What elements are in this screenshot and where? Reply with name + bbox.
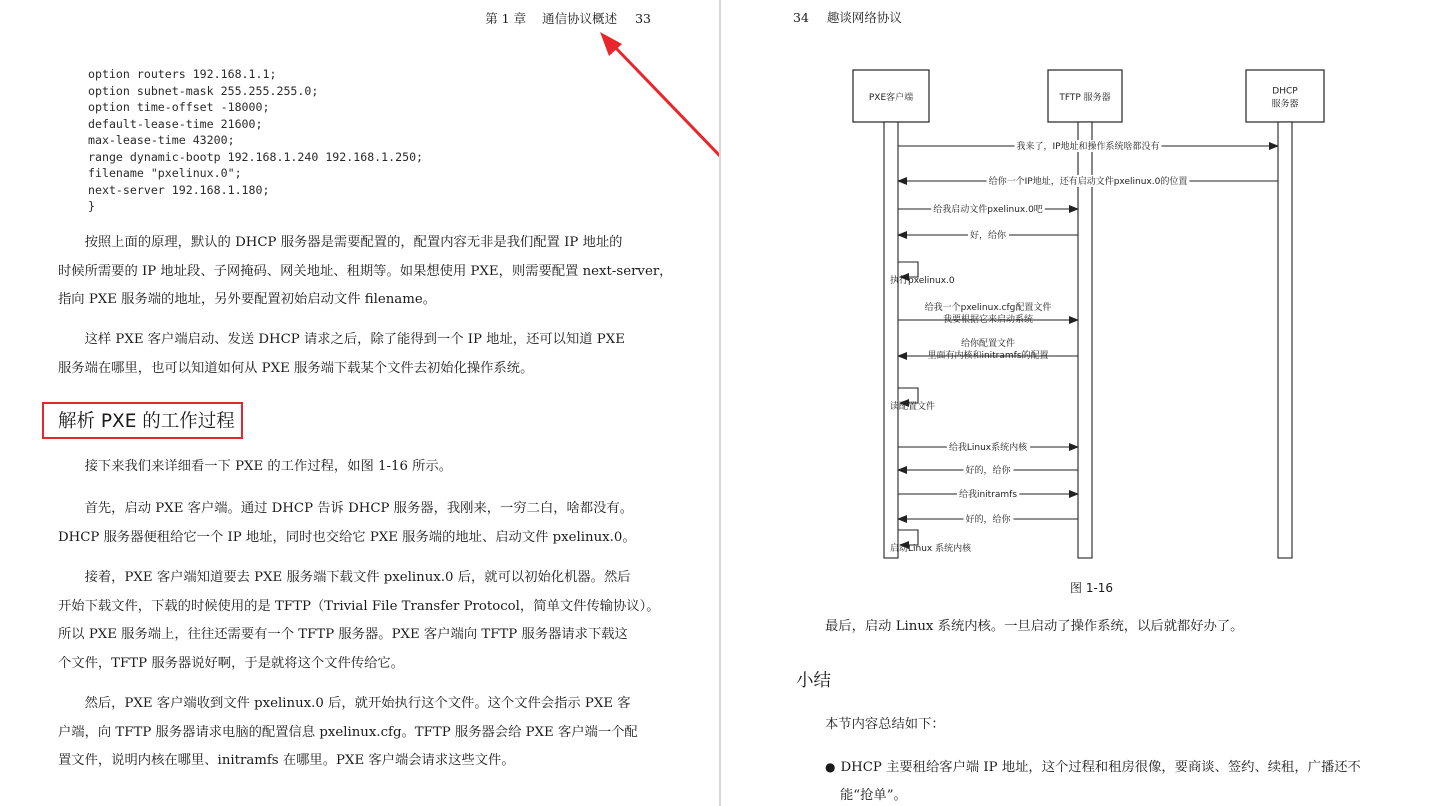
message-label: 执行pxelinux.0 (890, 276, 955, 286)
message-label: 好的，给你 (965, 515, 1011, 525)
section-title: 解析 PXE 的工作过程 (58, 411, 235, 432)
sequence-diagram (721, 0, 1443, 600)
right-page (721, 0, 1443, 806)
message-label: 读配置文件 (890, 402, 936, 412)
bullet-item (825, 753, 1361, 806)
self-message-arrow (898, 530, 918, 545)
lifeline-bar (1278, 122, 1292, 558)
code-line: } (88, 199, 95, 213)
text-line: 能“抢单”。 (840, 788, 907, 803)
code-line: option subnet-mask 255.255.255.0; (88, 83, 319, 98)
text-line: 首先，启动 PXE 客户端。通过 DHCP 告诉 DHCP 服务器，我刚来，一穷二白，啥都没有。 (84, 501, 634, 516)
text-line: 按照上面的原理，默认的 DHCP 服务器是需要配置的，配置内容无非是我们配置 IP 地址的 (84, 235, 623, 250)
book-title: 趣谈网络协议 (826, 10, 902, 25)
text-line: 然后，PXE 客户端收到文件 pxelinux.0 后，就开始执行这个文件。这个文件会指示 PXE 客 (84, 696, 631, 711)
actor-label: PXE客户端 (868, 93, 914, 103)
figure-caption: 图 1-16 (1070, 581, 1114, 595)
message-label: 给我一个pxelinux.cfg配置文件 (924, 303, 1052, 313)
text-line: 所以 PXE 服务端上，往往还需要有一个 TFTP 服务器。PXE 客户端向 TFTP 服务器请求下载这 (58, 627, 628, 642)
self-message-arrow (898, 262, 918, 277)
paragraph: 最后，启动 Linux 系统内核。一旦启动了操作系统，以后就都好办了。 (825, 619, 1244, 634)
actor-label: 服务器 (1271, 99, 1299, 110)
text-line: 个文件，TFTP 服务器说好啊，于是就将这个文件传给它。 (58, 655, 404, 671)
text-line: 开始下载文件，下载的时候使用的是 TFTP（Trivial File Transfer Protocol，简单文件传输协议）。 (58, 598, 660, 614)
code-line: range dynamic-bootp 192.168.1.240 192.168.1.250; (88, 149, 424, 164)
text-line: 指向 PXE 服务端的地址，另外要配置初始启动文件 filename。 (58, 292, 436, 307)
text-line: 接下来我们来详细看一下 PXE 的工作过程，如图 1-16 所示。 (84, 459, 453, 474)
chapter-title: 通信协议概述 (542, 11, 618, 26)
message-label: 里面有内核和initramfs的配置 (927, 351, 1049, 361)
message-label: 给我启动文件pxelinux.0吧 (933, 205, 1043, 215)
message-label: 给你配置文件 (960, 339, 1016, 349)
page-number: 34 (793, 10, 809, 25)
text-line: 接着，PXE 客户端知道要去 PXE 服务端下载文件 pxelinux.0 后，就可以初始化机器。然后 (84, 570, 631, 585)
page-number: 33 (635, 11, 651, 26)
self-message-arrow (898, 388, 918, 403)
message-label: 好的，给你 (965, 466, 1011, 476)
lifeline-bar (1078, 122, 1092, 558)
chapter-number: 第 1 章 (485, 11, 527, 26)
bullet-dot-icon: ● (825, 760, 836, 774)
code-line: filename "pxelinux.0"; (88, 166, 242, 180)
red-arrow-annotation (0, 0, 719, 806)
text-line: DHCP 服务器便租给它一个 IP 地址，同时也交给它 PXE 服务端的地址、启动文件 pxelinux.0。 (58, 529, 636, 545)
message-label: 给我initramfs (958, 490, 1018, 500)
message-label: 给你一个IP地址，还有启动文件pxelinux.0的位置 (988, 177, 1188, 187)
bullet-text: DHCP 主要租给客户端 IP 地址，这个过程和租房很像，要商谈、签约、续租，广播还不 (840, 760, 1361, 775)
arrow-shaft (612, 44, 719, 214)
message-label: 启动Linux 系统内核 (890, 544, 972, 554)
summary-heading: 小结 (796, 671, 831, 691)
text-line: 服务端在哪里，也可以知道如何从 PXE 服务端下载某个文件去初始化操作系统。 (58, 360, 534, 376)
summary-intro: 本节内容总结如下： (825, 717, 945, 732)
actor-label: TFTP 服务器 (1059, 93, 1111, 103)
message-label: 我来了，IP地址和操作系统啥都没有 (1016, 142, 1160, 152)
message-label: 我要根据它来启动系统 (942, 315, 1034, 325)
code-line: option time-offset -18000; (88, 100, 270, 114)
text-line: 这样 PXE 客户端启动、发送 DHCP 请求之后，除了能得到一个 IP 地址，还可以知道 PXE (84, 332, 625, 347)
code-line: default-lease-time 21600; (88, 116, 263, 131)
text-line (825, 753, 1361, 782)
actor-label: DHCP (1272, 86, 1298, 97)
message-label: 给我Linux系统内核 (948, 443, 1028, 453)
code-line: max-lease-time 43200; (88, 133, 235, 147)
message-label: 好，给你 (969, 231, 1007, 241)
text-line: 时候所需要的 IP 地址段、子网掩码、网关地址、租期等。如果想使用 PXE，则需要配置 next-server， (58, 263, 673, 279)
left-page (0, 0, 719, 806)
code-line: option routers 192.168.1.1; (88, 67, 277, 81)
code-line: next-server 192.168.1.180; (88, 182, 270, 197)
lifeline-bar (884, 122, 898, 558)
text-line: 置文件，说明内核在哪里、initramfs 在哪里。PXE 客户端会请求这些文件。 (58, 753, 515, 768)
text-line: 户端，向 TFTP 服务器请求电脑的配置信息 pxelinux.cfg。TFTP 服务器会给 PXE 客户端一个配 (58, 724, 638, 740)
